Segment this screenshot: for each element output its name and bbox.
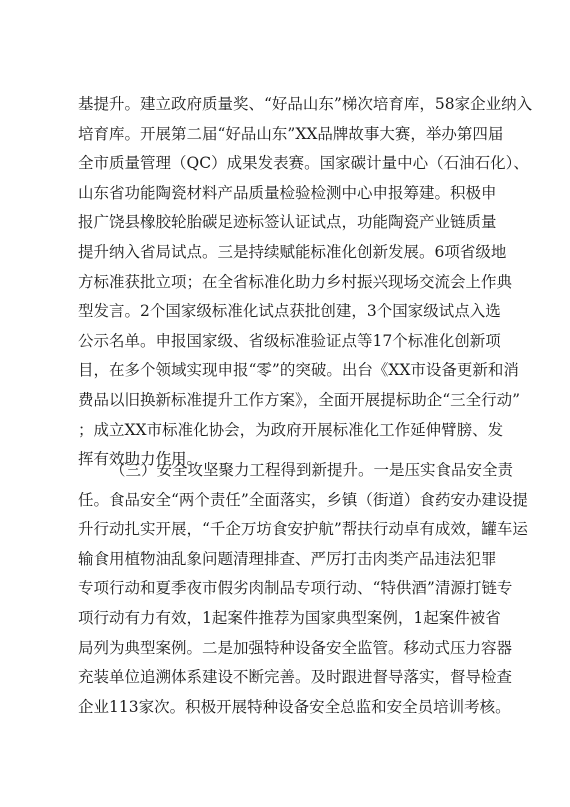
text-line: 方标准获批立项；在全省标准化助力乡村振兴现场交流会上作典 xyxy=(78,272,513,291)
section-heading-line: （三）安全攻坚聚力工程得到新提升。一是压实食品安全责 xyxy=(110,461,514,479)
text-line: 基提升。建立政府质量奖、“好品山东”梯次培育库，58家企业纳入 xyxy=(78,95,533,113)
text-line: 公示名单。申报国家级、省级标准验证点等17个标准化创新项 xyxy=(78,331,501,350)
text-line: 目，在多个领域实现申报“零”的突破。出台《XX市设备更新和消 xyxy=(78,361,519,380)
text-line: 项行动有力有效，1起案件推荐为国家典型案例，1起案件被省 xyxy=(78,608,501,627)
text-line: 局列为典型案例。二是加强特种设备安全监管。移动式压力容器 xyxy=(78,638,513,657)
text-line: 输食用植物油乱象问题清理排查、严厉打击肉类产品违法犯罪 xyxy=(78,549,497,568)
text-line: 山东省功能陶瓷材料产品质量检验检测中心申报筹建。积极申 xyxy=(78,183,497,202)
text-line: 全市质量管理（QC）成果发表赛。国家碳计量中心（石油石化）、 xyxy=(78,154,529,173)
text-line: 升行动扎实开展，“千企万坊食安护航”帮扶行动卓有成效，罐车运 xyxy=(78,520,528,539)
text-line: ；成立XX市标准化协会，为政府开展标准化工作延伸臂膀、发 xyxy=(78,420,504,439)
text-line: 费品以旧换新标准提升工作方案》，全面开展提标助企“三全行动” xyxy=(78,390,521,409)
text-line: 挥有效助力作用。 xyxy=(78,450,203,469)
text-line: 培育库。开展第二届“好品山东”XX品牌故事大赛，举办第四届 xyxy=(78,124,504,143)
text-line: 企业113家次。积极开展特种设备安全总监和安全员培训考核。 xyxy=(78,697,511,716)
paragraph-quality-standardization xyxy=(78,90,533,475)
text-line: 报广饶县橡胶轮胎碳足迹标签认证试点，功能陶瓷产业链质量 xyxy=(78,213,497,232)
text-line: 任。食品安全“两个责任”全面落实，乡镇（街道）食药安办建设提 xyxy=(78,490,528,509)
text-line: 型发言。2个国家级标准化试点获批创建，3个国家级试点入选 xyxy=(78,302,501,321)
paragraph-safety-improvement xyxy=(78,456,528,722)
text-line: 充装单位追溯体系建设不断完善。及时跟进督导落实，督导检查 xyxy=(78,668,513,687)
text-line: 专项行动和夏季夜市假劣肉制品专项行动、“特供酒”清源打链专 xyxy=(78,579,513,598)
text-line: 提升纳入省局试点。三是持续赋能标准化创新发展。6项省级地 xyxy=(78,242,507,261)
